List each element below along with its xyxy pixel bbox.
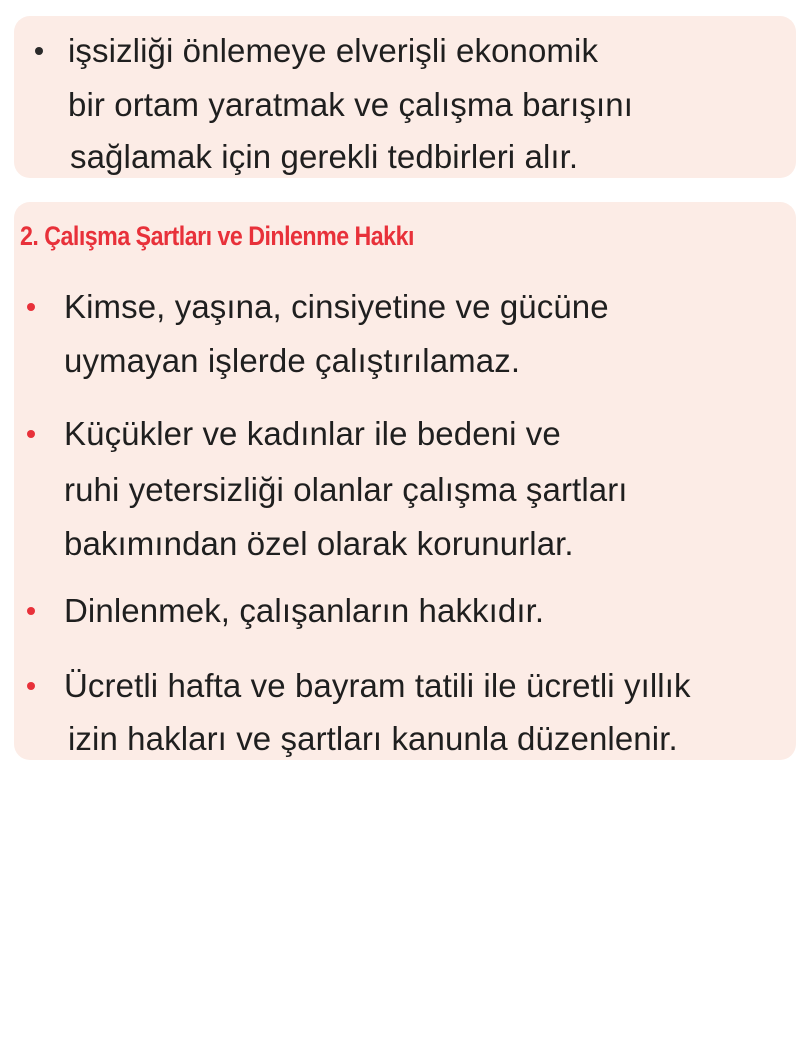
top-item-line-1: işsizliği önlemeye elverişli ekonomik [68,32,599,69]
bullet-icon [27,430,35,438]
bullet-icon [35,47,43,55]
bullet-icon [27,682,35,690]
top-item-line-3: sağlamak için gerekli tedbirleri alır. [70,138,579,175]
section-item-2-line-3: bakımından özel olarak korunurlar. [64,525,574,562]
section-heading: 2. Çalışma Şartları ve Dinlenme Hakkı [20,221,414,251]
section-item-4-line-1: Ücretli hafta ve bayram tatili ile ücretli yıllık [64,667,691,704]
bullet-icon [27,607,35,615]
section-item-1-line-2: uymayan işlerde çalıştırılamaz. [64,342,521,379]
top-item-line-2: bir ortam yaratmak ve çalışma barışını [68,86,633,123]
section-item-1-line-1: Kimse, yaşına, cinsiyetine ve gücüne [64,288,609,325]
section-item-4-line-2: izin hakları ve şartları kanunla düzenlenir. [68,720,678,757]
section-item-2-line-1: Küçükler ve kadınlar ile bedeni ve [64,415,561,452]
section-item-2-line-2: ruhi yetersizliği olanlar çalışma şartları [64,471,628,508]
section-item-3-line-1: Dinlenmek, çalışanların hakkıdır. [64,592,545,629]
bullet-icon [27,303,35,311]
